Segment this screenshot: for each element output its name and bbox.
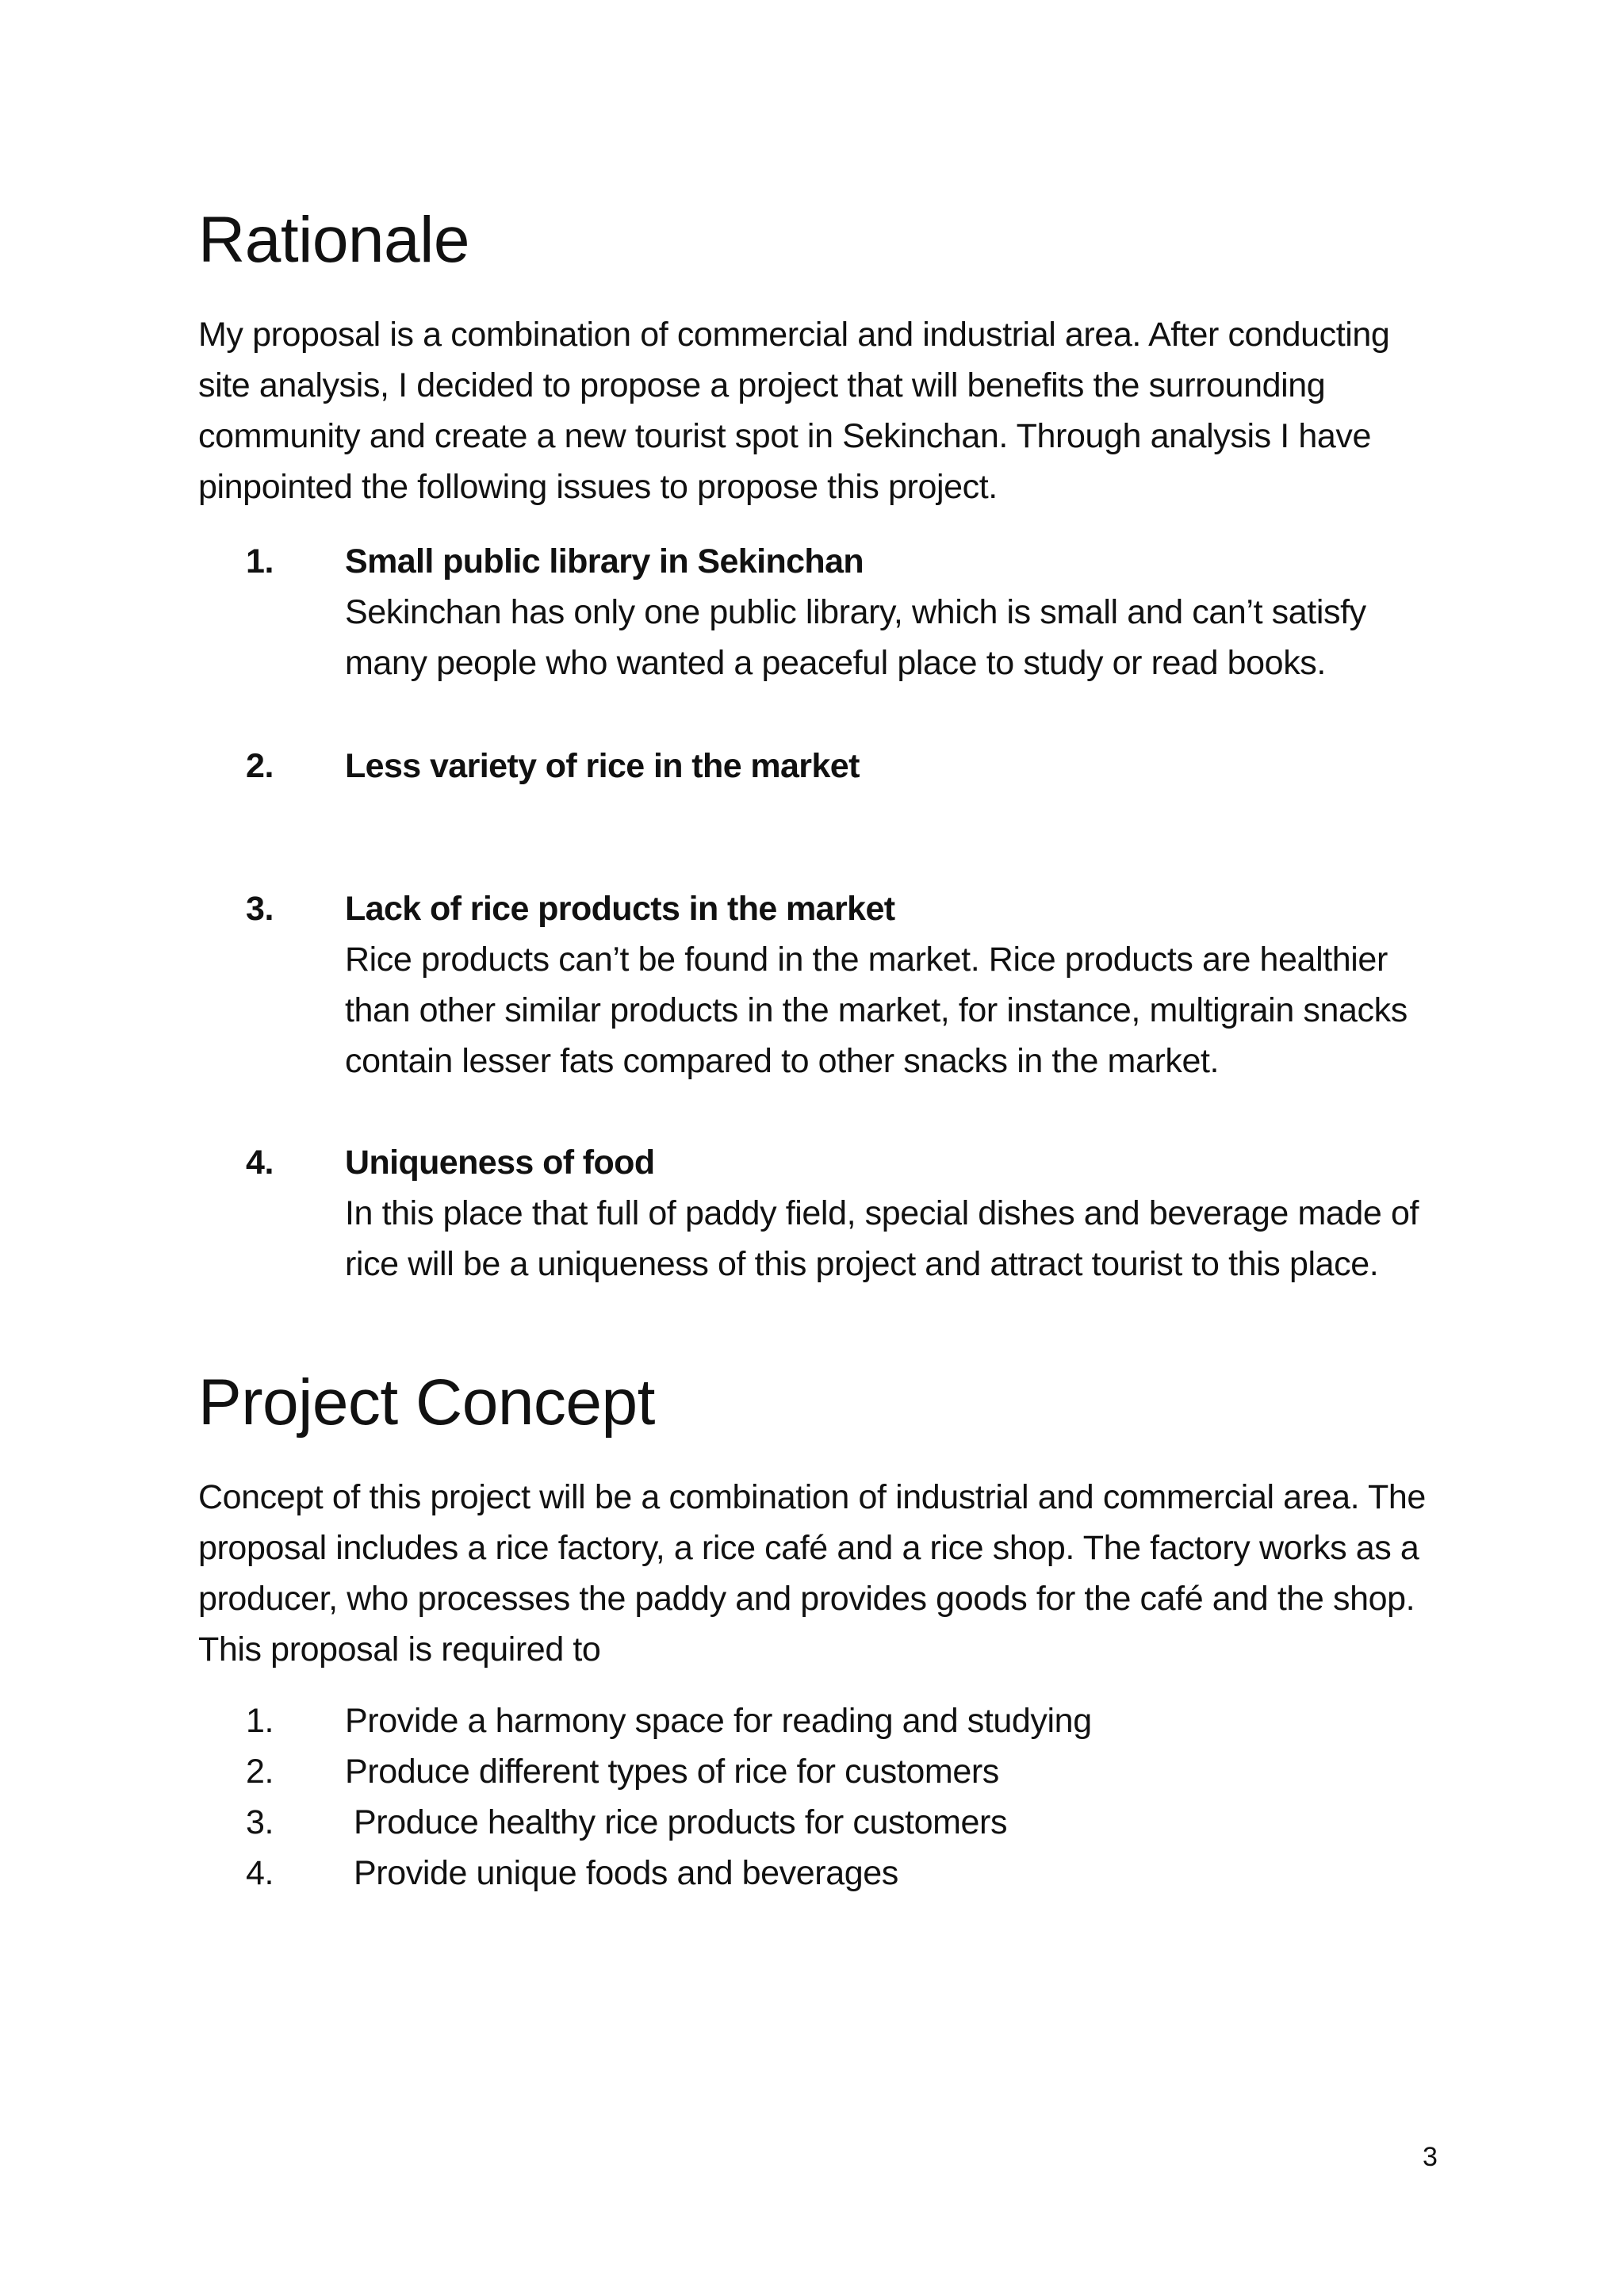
issue-number: 2. <box>246 747 274 785</box>
goal-item <box>246 1848 1435 1898</box>
issue-title: Small public library in Sekinchan <box>345 542 864 580</box>
issue-title: Uniqueness of food <box>345 1144 655 1182</box>
goal-text: Produce healthy rice products for customers <box>354 1803 1008 1841</box>
goal-item <box>246 1695 1435 1746</box>
project-concept-intro: Concept of this project will be a combination of industrial and commercial area. The proposal includes a rice factory, a rice café and a rice shop. The factory works as a producer, who processes the paddy and provides goods for the café and the shop. This proposal is required to <box>198 1478 1426 1669</box>
goal-text: Provide unique foods and beverages <box>354 1854 898 1892</box>
goal-text: Provide a harmony space for reading and studying <box>345 1702 1092 1740</box>
page-number: 3 <box>1423 2142 1438 2172</box>
rationale-heading: Rationale <box>198 204 469 276</box>
issue-number: 4. <box>246 1144 274 1182</box>
goal-number: 3. <box>246 1803 274 1841</box>
issue-title: Less variety of rice in the market <box>345 747 860 785</box>
issue-number: 1. <box>246 542 274 580</box>
goal-number: 1. <box>246 1702 274 1740</box>
issue-description: Rice products can’t be found in the market. Rice products are healthier than other similar products in the market, for instance, multigrain snacks contain lesser fats compared to other snacks in the market. <box>345 941 1408 1080</box>
rationale-intro: My proposal is a combination of commercial and industrial area. After conducting site analysis, I decided to propose a project that will benefits the surrounding community and create a new tourist spot in Sekinchan. Through analysis I have pinpointed the following issues to propose this project. <box>198 316 1390 506</box>
issue-title: Lack of rice products in the market <box>345 890 895 928</box>
goal-item <box>246 1797 1435 1848</box>
goal-text: Produce different types of rice for customers <box>345 1753 999 1791</box>
goal-number: 4. <box>246 1854 274 1892</box>
issue-number: 3. <box>246 890 274 928</box>
goal-item <box>246 1746 1435 1797</box>
issue-description: In this place that full of paddy field, special dishes and beverage made of rice will be a uniqueness of this project and attract tourist to this place. <box>345 1194 1419 1283</box>
goals-list <box>246 1695 1435 1898</box>
issue-description: Sekinchan has only one public library, which is small and can’t satisfy many people who wanted a peaceful place to study or read books. <box>345 593 1366 682</box>
project-concept-heading: Project Concept <box>198 1366 655 1439</box>
goal-number: 2. <box>246 1753 274 1791</box>
